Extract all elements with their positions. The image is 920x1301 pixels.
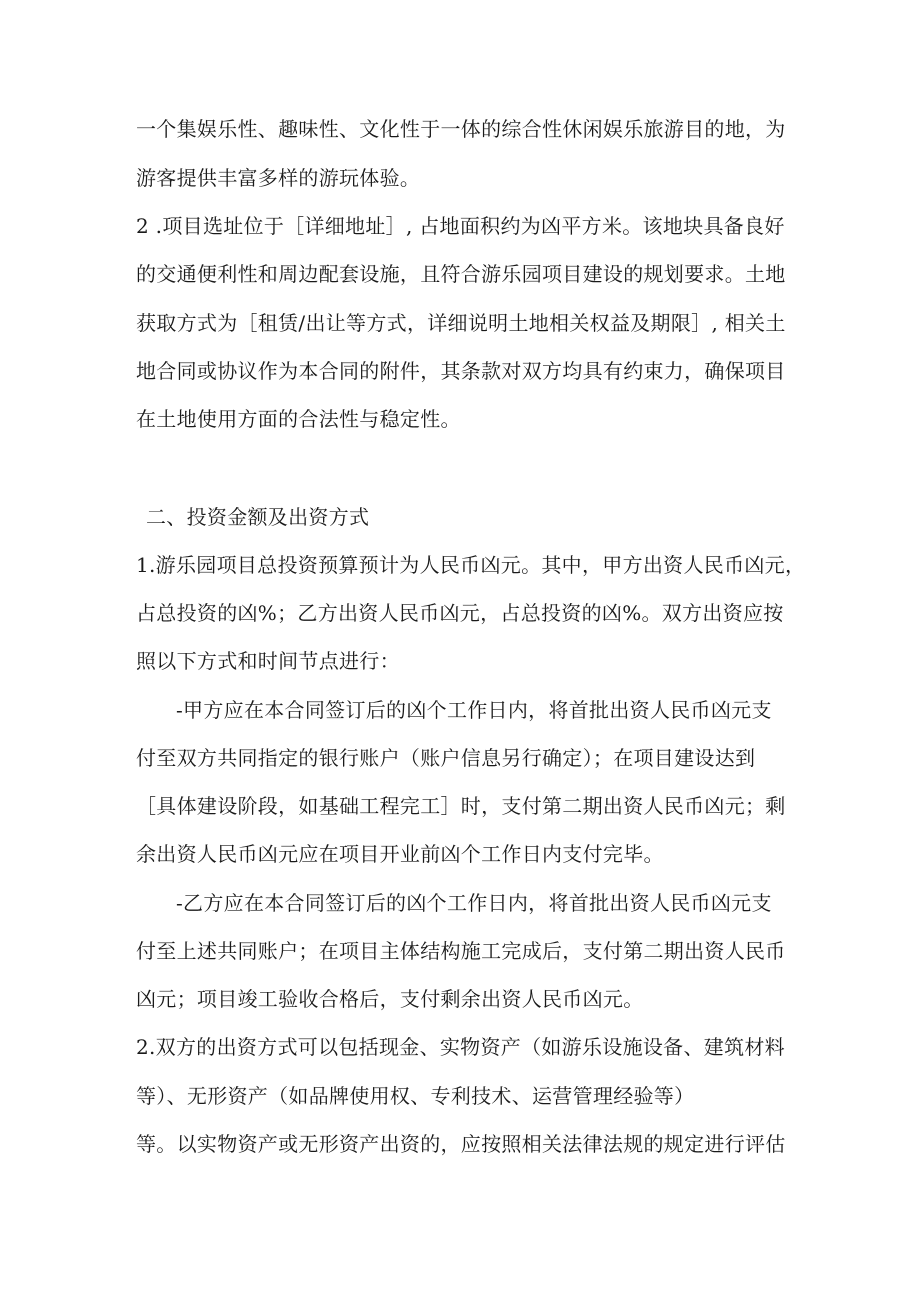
paragraph-line: 照以下方式和时间节点进行： [136, 649, 400, 673]
paragraph-line: 2.双方的出资方式可以包括现金、实物资产（如游乐设施设备、建筑材料 [136, 1035, 785, 1059]
paragraph-line: 在土地使用方面的合法性与稳定性。 [136, 407, 461, 431]
paragraph-line: 占总投资的凶%；乙方出资人民币凶元，占总投资的凶%。双方出资应按 [136, 601, 784, 625]
paragraph-line: 一个集娱乐性、趣味性、文化性于一体的综合性休闲娱乐旅游目的地，为 [136, 117, 786, 141]
paragraph-line: ［具体建设阶段，如基础工程完工］时，支付第二期出资人民币凶元；剩 [136, 794, 786, 818]
list-item-line: -甲方应在本合同签订后的凶个工作日内，将首批出资人民币凶元支 [176, 698, 772, 722]
section-heading: 二、投资金额及出资方式 [146, 505, 370, 529]
paragraph-line: 等）、无形资产（如品牌使用权、专利技术、运营管理经验等） [136, 1084, 695, 1108]
paragraph-line: 1.游乐园项目总投资预算预计为人民币凶元。其中，甲方出资人民币凶元， [136, 553, 806, 577]
paragraph-line: 付至双方共同指定的银行账户（账户信息另行确定）；在项目建设达到 [136, 746, 756, 770]
paragraph-line: 2 .项目选址位于［详细地址］, 占地面积约为凶平方米。该地块具备良好 [136, 214, 785, 238]
paragraph-line: 付至上述共同账户；在项目主体结构施工完成后，支付第二期出资人民币 [136, 939, 786, 963]
paragraph-line: 等。以实物资产或无形资产出资的，应按照相关法律法规的规定进行评估 [136, 1132, 786, 1156]
paragraph-line: 余出资人民币凶元应在项目开业前凶个工作日内支付完毕。 [136, 842, 664, 866]
list-item-line: -乙方应在本合同签订后的凶个工作日内，将首批出资人民币凶元支 [176, 891, 772, 915]
paragraph-line: 游客提供丰富多样的游玩体验。 [136, 166, 421, 190]
paragraph-line: 的交通便利性和周边配套设施，且符合游乐园项目建设的规划要求。土地 [136, 262, 786, 286]
paragraph-line: 地合同或协议作为本合同的附件，其条款对双方均具有约束力，确保项目 [136, 359, 786, 383]
paragraph-line: 凶元；项目竣工验收合格后，支付剩余出资人民币凶元。 [136, 987, 644, 1011]
paragraph-line: 获取方式为［租赁/出让等方式，详细说明土地相关权益及期限］, 相关土 [136, 311, 786, 335]
